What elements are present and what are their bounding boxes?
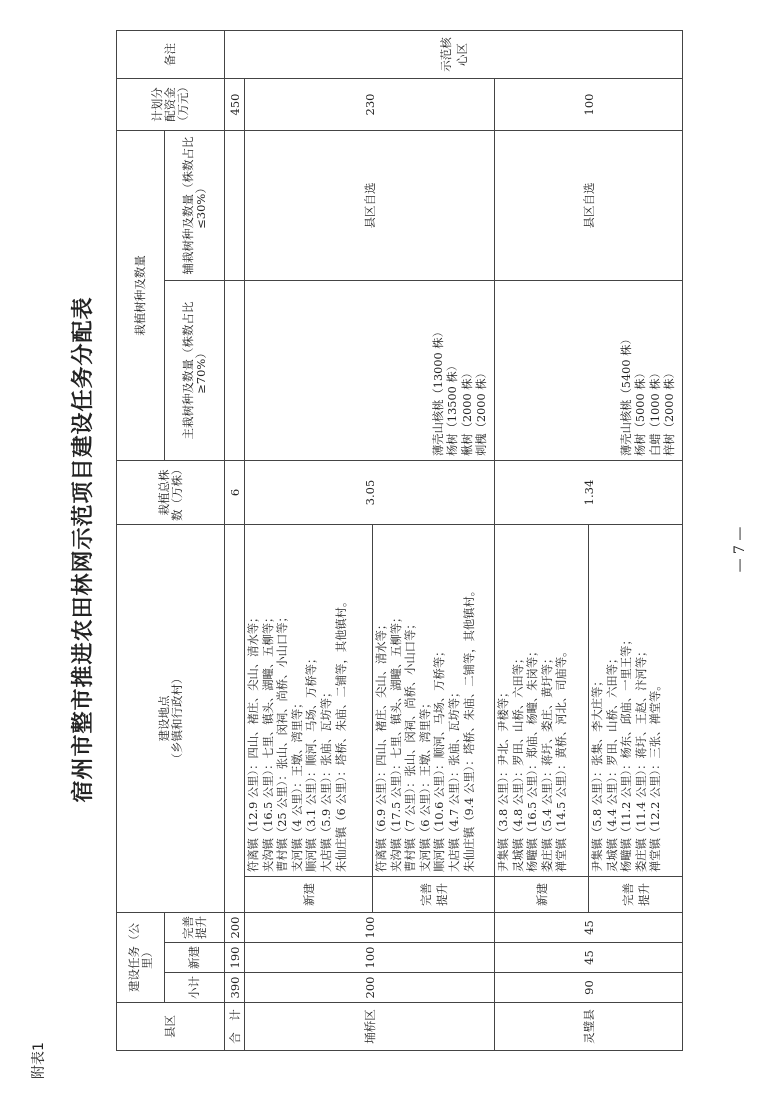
table-row (495, 31, 589, 1051)
list-item: 刺槐（2000 株） (475, 367, 489, 456)
new-cell: 45 (495, 943, 683, 973)
total-label: 合 计 (225, 1003, 245, 1051)
funds-cell: 100 (495, 79, 683, 131)
header-remark: 备注 (117, 31, 225, 79)
list-item: 朱仙庄镇（9.4 公里）：塔桥、朱庙、二铺等，其他镇村。 (462, 584, 476, 872)
new-label: 新建 (245, 877, 373, 913)
main-species-cell (245, 281, 495, 461)
list-item: 杨疃镇（11.2 公里）：杨东、邱庙、一里王等； (620, 634, 634, 872)
list-item: 支河镇（4 公里）：王墩、湾里等； (290, 697, 304, 872)
improve-cell: 100 (245, 913, 495, 943)
list-item: 杨树（13500 株） (446, 359, 460, 456)
list-item: 薄壳山核桃（5400 株） (619, 333, 633, 456)
list-item: 灵城镇（4.4 公里）：罗田、山桥、六田等； (605, 652, 619, 872)
main-species-cell (495, 281, 683, 461)
allocation-table (116, 30, 683, 1051)
list-item: 娄庄镇（11.4 公里）：蒋圩、王赵、汴河等； (634, 645, 648, 872)
list-item: 白蜡（1000 株） (648, 367, 662, 456)
list-item: 顺河镇（3.1 公里）：顺河、马场、万桥等； (305, 652, 319, 872)
total-main-species (225, 281, 245, 461)
improve-label: 完善提升 (589, 877, 683, 913)
total-new: 190 (225, 943, 245, 973)
header-funds: 计划分配资金（万元） (117, 79, 225, 131)
page-title: 宿州市整市推进农田林网示范项目建设任务分配表 (70, 296, 96, 803)
subtotal-cell: 200 (245, 973, 495, 1003)
county-cell: 灵璧县 (495, 1003, 683, 1051)
header-improve: 完善提升 (165, 913, 225, 943)
list-item: 杨疃镇（16.5 公里）：郑庙、杨疃、朱岗等； (526, 645, 540, 872)
list-item: 夹沟镇（17.5 公里）：七里、镇头、湖疃、五柳等； (389, 611, 403, 872)
list-item: 顺河镇（10.6 公里）：顺河、马场、万桥等； (433, 645, 447, 872)
appendix-label: 附表1 (31, 1042, 47, 1079)
list-item: 薄壳山核桃（13000 株） (431, 326, 445, 456)
new-locations (495, 525, 589, 877)
list-item: 符离镇（6.9 公里）：四山、褚庄、尖山、清水等； (375, 618, 388, 872)
new-label: 新建 (495, 877, 589, 913)
header-county: 县区 (117, 1003, 225, 1051)
list-item: 曹村镇（7 公里）：张山、闵祠、尚桥、小山口等； (404, 618, 418, 872)
list-item: 支河镇（6 公里）：王墩、湾里等； (418, 697, 432, 872)
total-subtotal: 390 (225, 973, 245, 1003)
header-location-title: 建设地点 (156, 695, 171, 742)
table-row-total (225, 31, 245, 1051)
list-item: 朱仙庄镇（6 公里）：塔桥、朱庙、二铺等，其他镇村。 (334, 595, 348, 872)
improve-locations (373, 525, 495, 877)
header-task: 建设任务（公里） (117, 913, 165, 1003)
list-item: 符离镇（12.9 公里）：四山、褚庄、尖山、清水等； (247, 611, 260, 872)
list-item: 娄庄镇（5.4 公里）：蒋圩、娄庄、黄圩等； (540, 652, 554, 872)
list-item: 曹村镇（25 公里）：张山、闵祠、尚桥、小山口等； (276, 611, 290, 872)
header-total-count: 栽植总株数（万株） (117, 461, 225, 525)
header-species: 栽植树种及数量 (117, 131, 165, 461)
county-cell: 埇桥区 (245, 1003, 495, 1051)
improve-label: 完善提升 (373, 877, 495, 913)
count-cell: 1.34 (495, 461, 683, 525)
total-aux-species (225, 131, 245, 281)
remark-text: 示范核心区 (438, 37, 469, 72)
new-cell: 100 (245, 943, 495, 973)
new-locations (245, 525, 373, 877)
header-subtotal: 小计 (165, 973, 225, 1003)
aux-species-cell: 县区自选 (245, 131, 495, 281)
improve-cell: 45 (495, 913, 683, 943)
table-row (245, 31, 373, 1051)
header-aux-species: 辅栽树种及数量（株数占比≤30%） (165, 131, 225, 281)
header-main-species: 主栽树种及数量（株数占比≥70%） (165, 281, 225, 461)
list-item: 杨树（5000 株） (634, 367, 648, 456)
page-number: — 7 — (732, 526, 748, 573)
list-item: 禅堂镇（12.2 公里）：三张、禅堂等。 (649, 679, 663, 872)
list-item: 夹沟镇（16.5 公里）：七里、镇头、湖疃、五柳等； (261, 611, 275, 872)
total-funds: 450 (225, 79, 245, 131)
total-improve: 200 (225, 913, 245, 943)
remark-cell (225, 31, 683, 79)
list-item: 楸树（2000 株） (460, 367, 474, 456)
list-item: 尹集镇（3.8 公里）：尹北、尹楼等； (497, 686, 510, 872)
total-count: 6 (225, 461, 245, 525)
total-location (225, 525, 245, 913)
aux-species-cell: 县区自选 (495, 131, 683, 281)
list-item: 尹集镇（5.8 公里）：张集、李大庄等； (591, 675, 604, 872)
list-item: 灵城镇（4.8 公里）：罗田、山桥、六田等； (511, 652, 525, 872)
list-item: 大店镇（5.9 公里）：张庙、瓦坊等； (319, 686, 333, 872)
improve-locations (589, 525, 683, 877)
count-cell: 3.05 (245, 461, 495, 525)
subtotal-cell: 90 (495, 973, 683, 1003)
list-item: 禅堂镇（14.5 公里）：黄桥、河北、司庙等。 (555, 645, 569, 872)
header-location (117, 525, 225, 913)
funds-cell: 230 (245, 79, 495, 131)
list-item: 梓树（2000 株） (663, 367, 677, 456)
header-location-sub: （乡镇和行政村） (169, 672, 184, 765)
header-new: 新建 (165, 943, 225, 973)
list-item: 大店镇（4.7 公里）：张庙、瓦坊等； (447, 686, 461, 872)
